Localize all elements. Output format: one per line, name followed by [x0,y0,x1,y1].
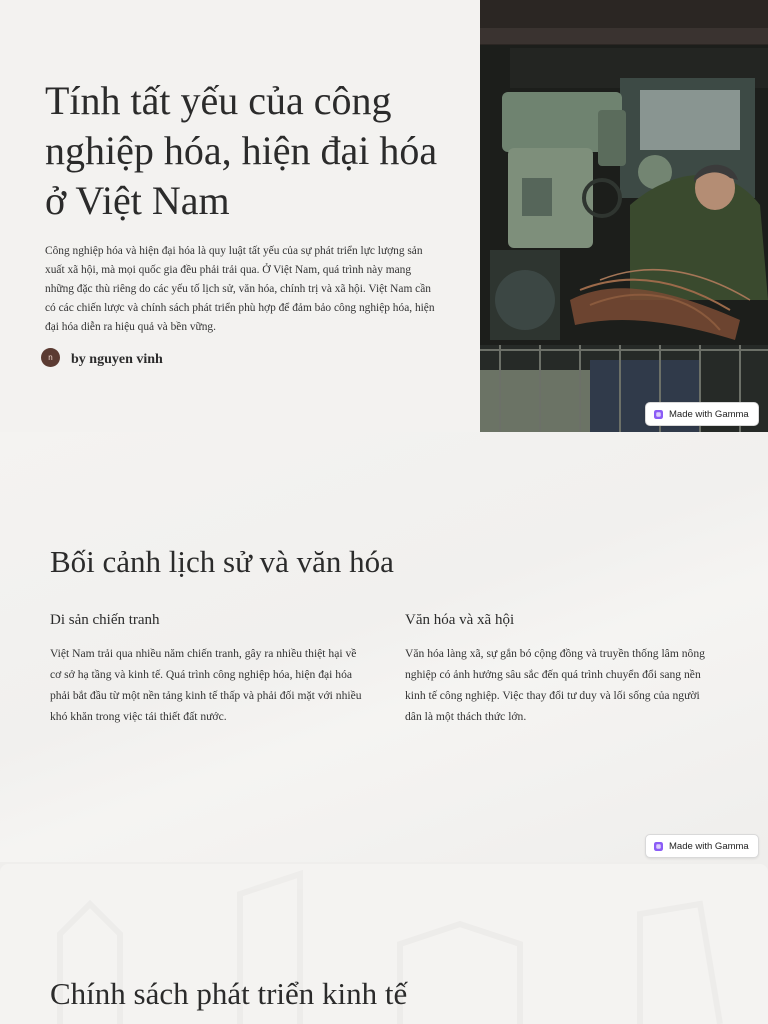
column-heading: Văn hóa và xã hội [405,612,515,628]
column-heading: Di sản chiến tranh [50,612,160,628]
column-war-legacy [50,612,362,727]
worker-machinery-photo [480,0,768,432]
badge-label: Made with Gamma [669,840,749,852]
made-with-gamma-badge[interactable] [645,834,759,858]
column-culture-society [405,612,717,727]
intro-paragraph: Công nghiệp hóa và hiện đại hóa là quy luật tất yếu của sự phát triển lực lượng sản xuất xã hội, mà mọi quốc gia đều phải trải qua. Ở Việt Nam, quá trình này mang những đặc thù riêng do các yếu tố lịch sử, văn hóa, chính trị và xã hội. Việt Nam cần có các chiến lược và chính sách phát triển phù hợp để đảm bảo công nghiệp hóa, hiện đại hóa diễn ra hiệu quả và bền vững. [45,245,435,333]
section-title: Chính sách phát triển kinh tế [50,976,408,1011]
gamma-logo-icon [654,410,663,419]
column-body: Văn hóa làng xã, sự gắn bó cộng đồng và truyền thống lâm nông nghiệp có ảnh hưởng sâu sắc đến quá trình chuyển đổi sang nền kinh tế công nghiệp. Việc thay đổi tư duy và lối sống của người dân là một thách thức lớn. [405,647,705,723]
photo-illustration [480,0,768,432]
page-title: Tính tất yếu của công nghiệp hóa, hiện đại hóa ở Việt Nam [45,78,438,223]
made-with-gamma-badge[interactable] [645,402,759,426]
author-byline [41,346,163,368]
title-slide [0,0,768,432]
column-body: Việt Nam trải qua nhiều năm chiến tranh, gây ra nhiều thiệt hại về cơ sở hạ tầng và kinh tế. Quá trình công nghiệp hóa, hiện đại hóa phải bắt đầu từ một nền tảng kinh tế thấp và phải đối mặt với nhiều khó khăn trong việc tái thiết đất nước. [50,647,362,723]
context-slide [0,432,768,862]
avatar: n [41,348,60,367]
author-name: by nguyen vinh [71,352,163,367]
badge-label: Made with Gamma [669,408,749,420]
section-title: Bối cảnh lịch sử và văn hóa [50,544,394,579]
economic-policy-slide [0,864,768,1024]
gamma-logo-icon [654,842,663,851]
